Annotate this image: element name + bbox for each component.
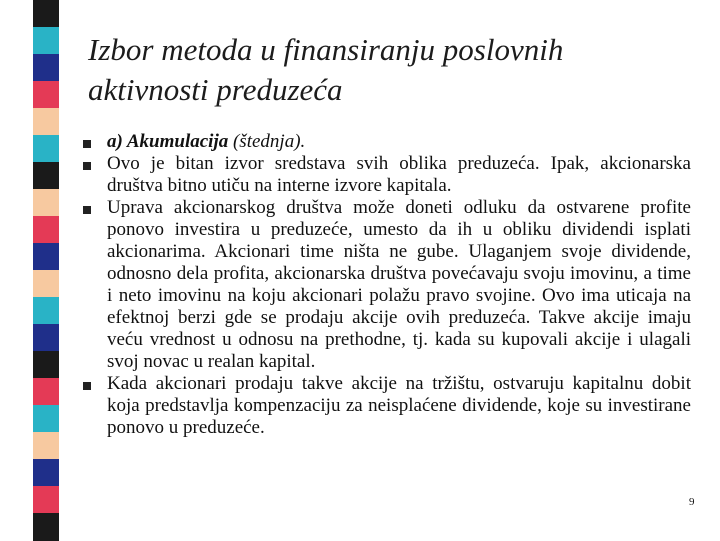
decorative-color-stripe (33, 0, 59, 540)
stripe-segment (33, 405, 59, 433)
square-bullet-icon (83, 140, 91, 148)
page-number: 9 (689, 496, 695, 508)
bullet-item-capital-gain (83, 373, 691, 439)
bullet-text: Uprava akcionarskog društva može doneti odluku da ostvarene profite ponovo investira u preduzeće, umesto da ih u obliku dividendi isplati akcionarima. Akcionari time ništa ne gube. Ulaganjem svoje dividende, odnosno dela profita, akcionarska društva povećavaju svoju imovinu, a time i neto imovinu na koju akcionari polažu pravo svojine. Ovo ima uticaja na efektnoj berzi gde se prodaju akcije ovih preduzeća. Takve akcije imaju veću vrednost u odnosu na prethodne, tj. kada su kupovali akcije i ulagali svoj novac u realan kapital. (107, 197, 691, 372)
stripe-segment (33, 135, 59, 163)
stripe-segment (33, 270, 59, 298)
stripe-segment (33, 54, 59, 82)
stripe-segment (33, 243, 59, 271)
stripe-segment (33, 162, 59, 190)
stripe-segment (33, 81, 59, 109)
stripe-segment (33, 189, 59, 217)
bullet-text: Kada akcionari prodaju takve akcije na tržištu, ostvaruju kapitalnu dobit koja predstavlja kompenzaciju za neisplaćene dividende, koje su investirane ponovo u preduzeće. (107, 373, 691, 438)
stripe-segment (33, 324, 59, 352)
stripe-segment (33, 378, 59, 406)
stripe-segment (33, 459, 59, 487)
slide-title: Izbor metoda u finansiranju poslovnih aktivnosti preduzeća (88, 32, 564, 107)
square-bullet-icon (83, 382, 91, 390)
stripe-segment (33, 486, 59, 514)
bullet-lead: a) Akumulacija (107, 131, 229, 152)
bullet-item-accumulation (83, 131, 691, 153)
bullet-text: Ovo je bitan izvor sredstava svih oblika preduzeća. Ipak, akcionarska društva bitno utiču na interne izvore kapitala. (107, 153, 691, 196)
bullet-item-source (83, 153, 691, 197)
bullet-list (83, 131, 691, 439)
stripe-segment (33, 108, 59, 136)
stripe-segment (33, 297, 59, 325)
stripe-segment (33, 27, 59, 55)
square-bullet-icon (83, 206, 91, 214)
stripe-segment (33, 432, 59, 460)
bullet-item-management (83, 197, 691, 373)
bullet-lead-rest: (štednja). (228, 131, 306, 152)
square-bullet-icon (83, 162, 91, 170)
stripe-segment (33, 513, 59, 541)
stripe-segment (33, 351, 59, 379)
stripe-segment (33, 216, 59, 244)
stripe-segment (33, 0, 59, 28)
